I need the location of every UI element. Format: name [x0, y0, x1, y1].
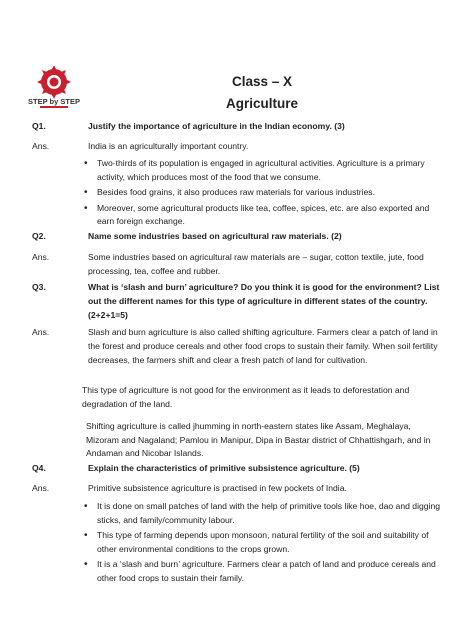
list-item: • Two-thirds of its population is engaged in agricultural activities. Agriculture is a primary activity, which produces most of the food that we consume.: [88, 157, 442, 184]
list-item: • It is a ‘slash and burn’ agriculture. Farmers clear a patch of land and produce cereals and other food crops to sustain their family.: [88, 558, 442, 585]
question-text: What is ‘slash and burn’ agriculture? Do you think it is good for the environment? List out the different names for this type of agriculture in different states of the country. (2+2+1=5): [88, 282, 440, 320]
answer-text: Primitive subsistence agriculture is practised in few pockets of India.: [88, 483, 347, 493]
answer-3-paragraph-2: This type of agriculture is not good for the environment as it leads to deforestation and degradation of the land.: [82, 385, 410, 409]
question-1: [32, 119, 446, 133]
question-label: Q2.: [32, 231, 46, 241]
list-item: • Besides food grains, it also produces raw materials for various industries.: [88, 186, 442, 200]
answer-3: [32, 325, 446, 367]
question-label: Q3.: [32, 282, 46, 292]
answer-label: Ans.: [32, 327, 50, 337]
answer-label: Ans.: [32, 141, 50, 151]
subject-title: Agriculture: [225, 96, 298, 111]
answer-2: [32, 250, 446, 278]
answer-text: Slash and burn agriculture is also called shifting agriculture. Farmers clear a patch of land in the forest and produce cereals and other food crops to sustain their family. When soil fertility decreases, the farmers shift and clear a fresh patch of land for cultivation.: [88, 327, 438, 365]
question-label: Q4.: [32, 463, 46, 473]
answer-3-paragraph-3: Shifting agriculture is called jhumming in north-eastern states like Assam, Meghalaya, Mizoram and Nagaland; Pamlou in Manipur, Dipa in Bastar district of Chhattishgarh, and in Andaman and Nicobar Islands.: [86, 421, 431, 458]
answer-4: [32, 481, 446, 495]
answer-1: [32, 139, 446, 153]
answer-label: Ans.: [32, 252, 50, 262]
answer-text: India is an agriculturally important country.: [88, 141, 249, 151]
list-item: • Moreover, some agricultural products like tea, coffee, spices, etc. are also exported and earn foreign exchange.: [88, 202, 442, 229]
answer-text: Some industries based on agricultural raw materials are – sugar, cotton textile, jute, food processing, tea, coffee and rubber.: [88, 252, 424, 276]
answer-4-bullets: [88, 500, 442, 587]
list-item: • This type of farming depends upon monsoon, natural fertility of the soil and suitability of other environmental conditions to the crops grown.: [88, 529, 442, 556]
question-3: [32, 280, 446, 322]
question-2: [32, 229, 446, 243]
answer-label: Ans.: [32, 483, 50, 493]
question-text: Justify the importance of agriculture in the Indian economy. (3): [88, 121, 345, 131]
question-text: Name some industries based on agricultural raw materials. (2): [88, 231, 342, 241]
question-label: Q1.: [32, 121, 46, 131]
question-4: [32, 461, 446, 475]
question-text: Explain the characteristics of primitive subsistence agriculture. (5): [88, 463, 360, 473]
answer-1-bullets: [88, 157, 442, 231]
class-title: Class – X: [231, 74, 293, 89]
list-item: • It is done on small patches of land with the help of primitive tools like hoe, dao and digging sticks, and family/community labour.: [88, 500, 442, 527]
logo-brand-text: STEP by STEP: [28, 97, 80, 106]
